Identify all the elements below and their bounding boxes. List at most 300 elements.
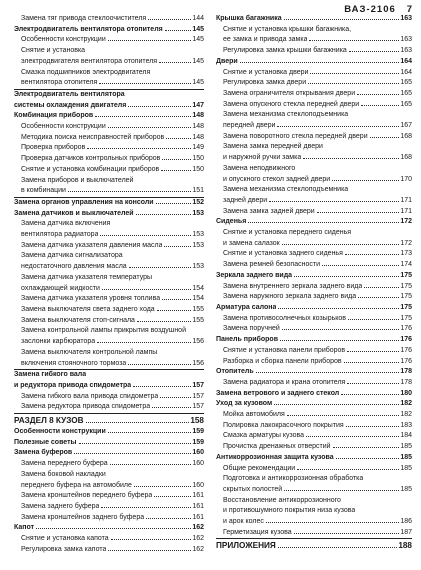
toc-entry [14, 359, 204, 371]
toc-entry-title: Замена боковой накладки [21, 470, 106, 478]
toc-entry [14, 176, 204, 187]
toc-entry-page: 175 [400, 303, 412, 311]
toc-entry-title: Отопитель [216, 368, 254, 376]
dot-leader [309, 40, 399, 41]
toc-entry [14, 294, 204, 305]
toc-column-left [14, 14, 204, 555]
toc-entry-page: 172 [400, 239, 412, 247]
dot-leader [348, 319, 399, 320]
dot-leader [322, 265, 399, 266]
toc-entry-title: Восстановление антикоррозионного [223, 496, 341, 504]
toc-entry-title: Замена датчика указателя температуры [21, 273, 153, 281]
toc-entry [216, 357, 412, 368]
toc-chapter-entry [14, 370, 204, 381]
toc-entry-page: 185 [400, 464, 412, 472]
toc-entry [14, 165, 204, 176]
toc-entry [216, 175, 412, 186]
toc-entry-page: 171 [400, 207, 412, 215]
toc-entry-title: РАЗДЕЛ 8 КУЗОВ [14, 416, 84, 426]
toc-entry-title: Сиденья [216, 218, 247, 226]
toc-entry [14, 262, 204, 273]
toc-entry [14, 392, 204, 403]
toc-entry-title: Снятие и установка капота [21, 535, 109, 543]
toc-entry [14, 273, 204, 284]
toc-entry [216, 314, 412, 325]
toc-entry-page: 161 [192, 513, 204, 521]
toc-entry [216, 506, 412, 517]
dot-leader [86, 422, 190, 423]
toc-entry [14, 326, 204, 337]
toc-entry-page: 162 [192, 535, 204, 543]
toc-entry-title: Зеркала заднего вида [216, 271, 293, 279]
toc-entry-title: Замена выключателя стоп-сигнала [21, 316, 135, 324]
toc-entry [216, 196, 412, 207]
toc-entry [216, 485, 412, 496]
toc-column-right [216, 14, 412, 552]
toc-entry-page: 182 [400, 411, 412, 419]
toc-chapter-entry [216, 453, 412, 464]
toc-entry [216, 442, 412, 453]
dot-leader [256, 372, 400, 373]
dot-leader [280, 340, 399, 341]
page-number: 7 [406, 4, 413, 15]
toc-section-heading [14, 414, 204, 427]
toc-entry-page: 185 [400, 485, 412, 493]
toc-entry-page: 184 [400, 432, 412, 440]
toc-entry-title: Двери [216, 57, 238, 65]
toc-entry-page: 164 [400, 57, 412, 65]
toc-entry-page: 176 [400, 336, 412, 344]
toc-entry-title: скрытых полостей [223, 485, 283, 493]
dot-leader [317, 212, 400, 213]
toc-entry-page: 180 [400, 389, 412, 397]
toc-entry-title: Замена заднего буфера [21, 502, 100, 510]
toc-entry-title: вентилятора радиатора [21, 231, 99, 239]
toc-entry [14, 545, 204, 556]
toc-entry-page: 183 [400, 421, 412, 429]
toc-entry-page: 173 [400, 250, 412, 258]
dot-leader [36, 528, 191, 529]
toc-entry-title: Снятие и установка [21, 47, 86, 55]
toc-entry-page: 150 [192, 165, 204, 173]
toc-entry [216, 260, 412, 271]
toc-entry [14, 14, 204, 25]
toc-entry [216, 228, 412, 239]
toc-entry-title: Арматура салона [216, 303, 277, 311]
toc-entry-page: 157 [192, 403, 204, 411]
toc-entry-title: Капот [14, 524, 35, 532]
toc-entry [216, 110, 412, 121]
toc-entry [216, 292, 412, 303]
toc-entry-title: и наружной ручки замка [223, 154, 302, 162]
dot-leader [294, 533, 400, 534]
toc-chapter-entry [14, 90, 204, 101]
dot-leader [162, 299, 191, 300]
dot-leader [332, 180, 399, 181]
toc-entry [216, 249, 412, 260]
toc-entry-page: 188 [398, 541, 412, 551]
toc-entry [14, 502, 204, 513]
toc-entry-title: Снятие и установка переднего сиденья [223, 229, 352, 237]
toc-entry [216, 496, 412, 507]
dot-leader [294, 276, 399, 277]
toc-entry-title: ПРИЛОЖЕНИЯ [216, 541, 276, 551]
toc-entry-page: 159 [192, 438, 204, 446]
toc-entry-title: Электродвигатель вентилятора отопителя [14, 25, 163, 33]
toc-entry [216, 324, 412, 335]
toc-chapter-entry [216, 14, 412, 25]
dot-leader [341, 394, 399, 395]
toc-entry-title: Полировка лакокрасочного покрытия [223, 421, 344, 429]
dot-leader [156, 203, 192, 204]
toc-chapter-entry [14, 101, 204, 112]
toc-entry-page: 161 [192, 502, 204, 510]
dot-leader [278, 547, 398, 548]
toc-entry [14, 284, 204, 295]
toc-entry-title: Замена ветрового и заднего стекол [216, 389, 340, 397]
toc-entry-page: 187 [400, 528, 412, 536]
toc-entry [14, 230, 204, 241]
dot-leader [99, 83, 191, 84]
toc-entry-title: Снятие и установка комбинации приборов [21, 165, 160, 173]
toc-entry-page: 176 [400, 346, 412, 354]
toc-entry-title: Смазка подшипников электродвигателя [21, 68, 151, 76]
toc-entry-page: 157 [192, 392, 204, 400]
toc-entry [14, 491, 204, 502]
toc-entry [14, 534, 204, 545]
toc-entry-page: 148 [192, 133, 204, 141]
toc-entry [216, 100, 412, 111]
toc-entry-title: Замена гибкого вала [14, 371, 87, 379]
toc-entry-title: недостаточного давления масла [21, 263, 127, 271]
toc-entry [216, 517, 412, 528]
dot-leader [282, 244, 400, 245]
toc-entry-page: 163 [400, 47, 412, 55]
dot-leader [333, 447, 400, 448]
toc-entry [216, 153, 412, 164]
toc-entry-page: 174 [400, 261, 412, 269]
toc-entry-title: Панель приборов [216, 336, 279, 344]
toc-entry [216, 142, 412, 153]
toc-entry-title: Прочистка дренажных отверстий [223, 443, 331, 451]
toc-entry-title: переднего буфера на автомобиле [21, 481, 132, 489]
dot-leader [361, 105, 399, 106]
toc-entry-title: Замена выключателя контрольной лампы [21, 348, 158, 356]
toc-entry-page: 175 [400, 293, 412, 301]
toc-entry-title: Замена ограничителя открывания двери [223, 89, 356, 97]
toc-entry-page: 149 [192, 144, 204, 152]
toc-entry-title: Замена противосолнечных козырьков [223, 314, 347, 322]
toc-entry [14, 154, 204, 165]
dot-leader [310, 73, 399, 74]
toc-entry-page: 148 [192, 123, 204, 131]
toc-entry [216, 378, 412, 389]
toc-entry [14, 78, 204, 90]
toc-chapter-entry [14, 111, 204, 122]
dot-leader [287, 415, 400, 416]
dot-leader [100, 235, 191, 236]
toc-entry-title: Регулировка замка двери [223, 79, 307, 87]
toc-chapter-entry [14, 427, 204, 438]
toc-entry-title: Уход за кузовом [216, 400, 273, 408]
toc-entry [14, 143, 204, 154]
dot-leader [134, 486, 191, 487]
dot-leader [277, 126, 399, 127]
toc-entry-title: Замена ремней безопасности [223, 261, 320, 269]
toc-entry-page: 153 [192, 263, 204, 271]
toc-entry-title: Смазка арматуры кузова [223, 432, 305, 440]
dot-leader [111, 539, 192, 540]
toc-entry-title: включения стояночного тормоза [21, 359, 127, 367]
toc-entry [14, 459, 204, 470]
toc-entry-title: Замена тяг привода стеклоочистителя [21, 15, 147, 22]
toc-entry-title: Замена поручней [223, 325, 280, 333]
toc-entry [216, 46, 412, 57]
dot-leader [146, 518, 191, 519]
dot-leader [152, 407, 191, 408]
toc-entry-title: Замена редуктора привода спидометра [21, 403, 151, 411]
dot-leader [136, 214, 192, 215]
toc-entry-title: передней двери [223, 122, 276, 130]
dot-leader [266, 522, 399, 523]
dot-leader [308, 83, 399, 84]
dot-leader [148, 19, 191, 20]
dot-leader [284, 19, 400, 20]
dot-leader [102, 289, 191, 290]
toc-chapter-entry [14, 523, 204, 534]
dot-leader [358, 297, 399, 298]
toc-entry-title: Замена приборов и выключателей [21, 176, 134, 184]
toc-chapter-entry [14, 198, 204, 209]
toc-entry-title: Комбинация приборов [14, 112, 94, 120]
toc-entry-title: электродвигателя вентилятора отопителя [21, 57, 158, 65]
toc-entry-title: Снятие и установка заднего сиденья [223, 250, 343, 258]
toc-entry-page: 182 [400, 400, 412, 408]
toc-entry-page: 167 [400, 122, 412, 130]
toc-entry [216, 89, 412, 100]
toc-entry-page: 175 [400, 314, 412, 322]
toc-entry-page: 165 [400, 89, 412, 97]
toc-entry-page: 163 [400, 36, 412, 44]
toc-entry-title: Замена кронштейнов переднего буфера [21, 492, 153, 500]
dot-leader [336, 458, 400, 459]
toc-entry [216, 282, 412, 293]
dot-leader [357, 94, 399, 95]
toc-entry-title: Снятие и установка крышки багажника, [223, 25, 352, 33]
toc-entry-title: Замена буферов [14, 449, 73, 457]
toc-chapter-entry [216, 367, 412, 378]
dot-leader [284, 490, 399, 491]
toc-entry-title: Замена замка передней двери [223, 143, 323, 151]
toc-entry-title: и арок колес [223, 518, 264, 526]
toc-entry-page: 185 [400, 443, 412, 451]
dot-leader [344, 362, 400, 363]
toc-entry-page: 159 [192, 428, 204, 436]
toc-entry-page: 153 [192, 231, 204, 239]
toc-entry-page: 176 [400, 357, 412, 365]
dot-leader [347, 383, 399, 384]
dot-leader [306, 436, 399, 437]
toc-entry [14, 241, 204, 252]
dot-leader [165, 30, 192, 31]
toc-entry-page: 162 [192, 524, 204, 532]
toc-entry-page: 165 [400, 79, 412, 87]
toc-entry [14, 470, 204, 481]
toc-entry-title: Мойка автомобиля [223, 411, 285, 419]
dot-leader [154, 496, 191, 497]
dot-leader [347, 351, 399, 352]
dot-leader [160, 397, 191, 398]
toc-entry-page: 153 [192, 241, 204, 249]
toc-chapter-entry [14, 25, 204, 36]
toc-entry-title: Замена датчика сигнализатора [21, 252, 123, 260]
toc-entry [216, 207, 412, 218]
toc-entry-title: и редуктора привода спидометра [14, 381, 132, 389]
dot-leader [303, 158, 399, 159]
toc-entry-title: Общие рекомендации [223, 464, 296, 472]
toc-entry [216, 132, 412, 143]
toc-entry-page: 152 [192, 198, 204, 206]
dot-leader [129, 267, 192, 268]
toc-entry [14, 251, 204, 262]
toc-entry-title: Замена радиатора и крана отопителя [223, 378, 346, 386]
toc-entry [216, 410, 412, 421]
toc-entry-title: Снятие и установка двери [223, 68, 309, 76]
toc-entry-page: 185 [400, 453, 412, 461]
toc-entry-title: Регулировка замка крышки багажника [223, 47, 347, 55]
toc-entry-title: Проверка датчиков контрольных приборов [21, 155, 161, 163]
toc-entry [14, 348, 204, 359]
dot-leader [269, 201, 399, 202]
toc-entry-page: 168 [400, 132, 412, 140]
toc-chapter-entry [216, 399, 412, 410]
toc-entry-page: 163 [400, 15, 412, 22]
toc-entry-page: 156 [192, 359, 204, 367]
toc-entry-title: Замена кронштейнов заднего буфера [21, 513, 145, 521]
toc-entry [14, 122, 204, 133]
toc-entry [216, 528, 412, 540]
dot-leader [128, 364, 191, 365]
toc-entry [216, 421, 412, 432]
toc-entry-title: Методика поиска неисправностей приборов [21, 133, 165, 141]
dot-leader [137, 321, 191, 322]
toc-entry-title: ее замка и привода замка [223, 36, 308, 44]
toc-entry-title: Антикоррозионная защита кузова [216, 453, 334, 461]
dot-leader [87, 148, 191, 149]
dot-leader [346, 426, 400, 427]
dot-leader [108, 40, 192, 41]
toc-entry-title: Замена датчика указателя давления масла [21, 241, 163, 249]
toc-entry-page: 160 [192, 449, 204, 457]
toc-entry-page: 162 [192, 545, 204, 553]
toc-chapter-entry [14, 209, 204, 220]
toc-entry-title: Замена выключателя света заднего хода [21, 305, 155, 313]
toc-entry-page: 164 [400, 68, 412, 76]
dot-leader [248, 222, 399, 223]
toc-entry [14, 316, 204, 327]
toc-entry-title: Замена датчика указателя уровня топлива [21, 295, 161, 303]
toc-chapter-entry [216, 303, 412, 314]
toc-entry-title: системы охлаждения двигателя [14, 101, 127, 109]
toc-entry [216, 25, 412, 36]
dot-leader [297, 469, 399, 470]
toc-entry-page: 145 [192, 57, 204, 65]
toc-entry [14, 57, 204, 68]
toc-entry-page: 148 [192, 112, 204, 120]
dot-leader [128, 106, 191, 107]
toc-entry-title: Регулировка замка капота [21, 545, 107, 553]
toc-entry-title: Особенности конструкции [14, 428, 106, 436]
toc-entry-page: 161 [192, 492, 204, 500]
toc-entry-page: 155 [192, 316, 204, 324]
toc-entry [216, 346, 412, 357]
toc-entry [216, 474, 412, 485]
dot-leader [282, 329, 399, 330]
dot-leader [345, 254, 399, 255]
dot-leader [161, 170, 191, 171]
toc-entry-page: 175 [400, 271, 412, 279]
toc-entry [14, 219, 204, 230]
toc-entry-title: Замена замка задней двери [223, 207, 315, 215]
dot-leader [68, 191, 191, 192]
toc-entry-page: 145 [192, 25, 204, 33]
toc-entry-title: в комбинации [21, 187, 66, 195]
toc-entry-title: заслонки карбюратора [21, 338, 96, 346]
toc-entry-page: 160 [192, 460, 204, 468]
toc-entry-title: Замена контрольной лампы прикрытия воздушной [21, 327, 186, 335]
toc-entry-page: 160 [192, 481, 204, 489]
dot-leader [101, 507, 191, 508]
toc-entry-title: охлаждающей жидкости [21, 284, 100, 292]
book-title: ВАЗ-2106 [344, 4, 396, 15]
toc-entry-page: 145 [192, 79, 204, 87]
toc-entry [216, 464, 412, 475]
dot-leader [110, 464, 192, 465]
dot-leader [79, 443, 192, 444]
toc-entry-title: Электродвигатель вентилятора [14, 90, 125, 98]
toc-entry-page: 172 [400, 218, 412, 226]
toc-entry [14, 513, 204, 524]
toc-entry-title: Замена датчиков и выключателей [14, 209, 134, 217]
toc-entry-page: 154 [192, 295, 204, 303]
toc-entry-title: задней двери [223, 196, 268, 204]
toc-entry-title: Герметизация кузова [223, 528, 292, 536]
toc-entry-title: Замена переднего буфера [21, 460, 108, 468]
toc-entry-page: 153 [192, 209, 204, 217]
toc-entry-page: 165 [400, 100, 412, 108]
toc-entry-title: Проверка приборов [21, 144, 86, 152]
toc-entry-title: Замена поворотного стекла передней двери [223, 132, 368, 140]
toc-entry-page: 151 [192, 187, 204, 195]
toc-section-heading [216, 539, 412, 552]
toc-entry-title: Замена датчика включения [21, 220, 111, 228]
dot-leader [108, 432, 192, 433]
toc-entry-title: Замена органов управления на консоли [14, 198, 154, 206]
dot-leader [159, 62, 191, 63]
toc-chapter-entry [216, 389, 412, 400]
toc-entry [216, 239, 412, 250]
dot-leader [97, 342, 191, 343]
toc-entry-title: Разборка и сборка панели приборов [223, 357, 342, 365]
toc-entry-page: 150 [192, 155, 204, 163]
toc-entry-title: Замена механизма стеклоподъемника [223, 186, 349, 194]
toc-entry-page: 186 [400, 518, 412, 526]
toc-entry-title: и замена салазок [223, 239, 280, 247]
dot-leader [157, 310, 192, 311]
toc-entry [14, 305, 204, 316]
toc-entry-page: 171 [400, 196, 412, 204]
dot-leader [133, 386, 191, 387]
